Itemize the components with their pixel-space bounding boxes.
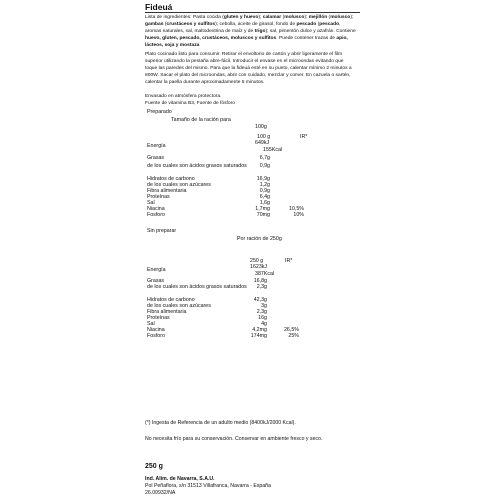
allergen-text: calamar xyxy=(262,15,282,20)
reference-intake-footnote: (*) Ingesta de Referencia de un adulto medio (8400kJ/2000 Kcal). xyxy=(145,420,296,426)
ingredients-text xyxy=(145,14,357,49)
nutrient-quantity: 6,4g xyxy=(259,194,270,200)
registry-number: 26.00932/NA xyxy=(145,490,176,496)
manufacturer-address: Pol Peñaflora, s/n 31513 Villafranca, Navarra - España xyxy=(145,483,271,489)
unprepared-ir-header: IR* xyxy=(285,258,293,264)
nutrient-label: Proteínas xyxy=(147,194,170,200)
nutrient-quantity: 1,6g xyxy=(259,200,270,206)
nutrient-label: de los cuales son ácidos grasos saturados xyxy=(147,163,247,169)
allergen-text: pescado xyxy=(296,22,317,28)
nutrient-quantity: 2,3g xyxy=(256,284,267,290)
ingredient-text: . Puede contener trazas de xyxy=(276,36,337,42)
nutrient-ir-percent: 25% xyxy=(288,333,299,339)
nutrient-label: Niacina xyxy=(147,206,165,212)
allergen-text: gluten y huevo xyxy=(223,15,259,20)
nutrient-ir-percent: 10% xyxy=(293,212,304,218)
allergen-text: huevo, gluten, pescado, crustáceos, moluscos y sulfitos xyxy=(145,36,277,42)
unprepared-energy-kj: 1623kJ xyxy=(250,264,268,270)
preparation-instructions: Plato cocinado listo para consumir. Retirar el envoltorio de cartón y abrir ligeramente el film superior utilizando la pestaña abre-fácil. Introducir el envase en el microondas evitando que toque las paredes del mismo. Para que la fideuá esté en su punto, calentar mínimo 2 minutos a 800W. Sacar el plato del microondas, abrir con cuidado, mezclar y comer. En cazuela o sartén, calentar la paella durante aproximadamente 5 minutos. xyxy=(145,52,352,86)
allergen-text: molusco xyxy=(330,15,351,20)
nutrient-quantity: 16,8g xyxy=(253,278,267,284)
nutrient-quantity: 0,9g xyxy=(259,188,270,194)
ingredient-text: ( xyxy=(316,22,320,28)
allergen-text: gambas xyxy=(145,22,164,28)
nutrient-label: de los cuales son azúcares xyxy=(147,182,211,188)
nutrient-quantity: 16,9g xyxy=(256,176,270,182)
nutrient-quantity: 1,7mg xyxy=(255,206,270,212)
nutrient-quantity: 174mg xyxy=(250,333,267,339)
nutrient-label: Hidratos de carbono xyxy=(147,297,195,303)
nutrient-label: Proteínas xyxy=(147,315,170,321)
nutrient-quantity: 16g xyxy=(258,315,267,321)
allergen-text: trigo xyxy=(254,29,266,35)
packaging-note: Envasado en atmósfera protectora. xyxy=(145,94,222,99)
nutrition-sources: Fuente de vitamina B3, Fuente de fósforo xyxy=(145,101,235,106)
nutrient-quantity: 3g xyxy=(261,303,267,309)
nutrient-label: Sal xyxy=(147,200,155,206)
nutrient-quantity: 4g xyxy=(261,321,267,327)
nutrient-ir-percent: 26,5% xyxy=(283,327,299,333)
product-label xyxy=(145,0,360,500)
ingredient-text: ); xyxy=(258,15,263,20)
nutrient-quantity: 1,2g xyxy=(259,182,270,188)
ingredient-text: Lista de ingredientes: Pasta cocida ( xyxy=(145,15,224,20)
ingredient-text: ( xyxy=(163,22,167,28)
manufacturer-name: Ind. Alim. de Navarra, S.A.U. xyxy=(145,476,215,482)
prepared-energy-kcal: 155Kcal xyxy=(263,147,283,153)
ingredient-text: , aromas naturales, sal, maltodextrina de maíz y de xyxy=(145,22,341,35)
prepared-portion: 100g xyxy=(255,124,267,130)
allergen-text: molusco xyxy=(284,15,305,20)
ingredient-text: ); xyxy=(350,15,354,20)
unprepared-qty-header: 250 g xyxy=(250,258,264,264)
nutrient-label: de los cuales son ácidos grasos saturados xyxy=(147,284,247,290)
nutrient-label: Fosforo xyxy=(147,212,165,218)
allergen-text: apio, lácteos, soja y mostaza xyxy=(145,36,348,49)
nutrient-quantity: 4,2mg xyxy=(252,327,267,333)
nutrient-label: Grasas xyxy=(147,155,165,161)
nutrient-label: Niacina xyxy=(147,327,165,333)
prepared-header: Tamaño de la ración para xyxy=(171,117,231,123)
prepared-label: Preparado xyxy=(147,109,172,115)
allergen-text: pescado xyxy=(319,22,340,28)
nutrient-quantity: 42,3g xyxy=(253,297,267,303)
unprepared-header: Por ración de 250g xyxy=(237,236,282,242)
net-weight: 250 g xyxy=(145,463,163,470)
nutrient-label: de los cuales son azúcares xyxy=(147,303,211,309)
product-title: Fideuá xyxy=(145,2,173,12)
nutrient-ir-percent: 10,5% xyxy=(288,206,304,212)
nutrient-label: Sal xyxy=(147,321,155,327)
nutrient-quantity: 2,3g xyxy=(256,309,267,315)
nutrient-label: Hidratos de carbono xyxy=(147,176,195,182)
nutrient-quantity: 0,9g xyxy=(259,163,270,169)
ingredient-text: ); sal, pimentón dulce y azafrán. Contiene xyxy=(265,29,356,35)
nutrient-quantity: 6,7g xyxy=(259,155,270,161)
unprepared-energy-label: Energía xyxy=(147,267,166,273)
ingredient-text: ); cebolla, aceite de girasol, fondo de xyxy=(215,22,297,28)
ingredient-text: ( xyxy=(281,15,285,20)
nutrient-quantity: 70mg xyxy=(256,212,270,218)
prepared-energy-label: Energía xyxy=(147,143,166,149)
allergen-text: mejillón xyxy=(308,15,328,20)
nutrient-label: Grasas xyxy=(147,278,165,284)
prepared-qty-header: 100 g xyxy=(257,134,271,140)
storage-instructions: No necesita frío para su conservación. Conservar en ambiente fresco y seco. xyxy=(145,436,323,442)
ingredient-text: ); xyxy=(304,15,309,20)
nutrient-label: Fibra alimentaria xyxy=(147,188,187,194)
title-divider xyxy=(145,12,360,13)
nutrient-label: Fosforo xyxy=(147,333,165,339)
unprepared-label: Sin preparar xyxy=(147,228,177,234)
allergen-text: crustáceos y sulfitos xyxy=(166,22,216,28)
nutrient-label: Fibra alimentaria xyxy=(147,309,187,315)
prepared-energy-kj: 649kJ xyxy=(255,140,270,146)
ingredient-text: ( xyxy=(327,15,331,20)
prepared-ir-header: IR* xyxy=(300,134,308,140)
unprepared-energy-kcal: 387Kcal xyxy=(255,271,275,277)
